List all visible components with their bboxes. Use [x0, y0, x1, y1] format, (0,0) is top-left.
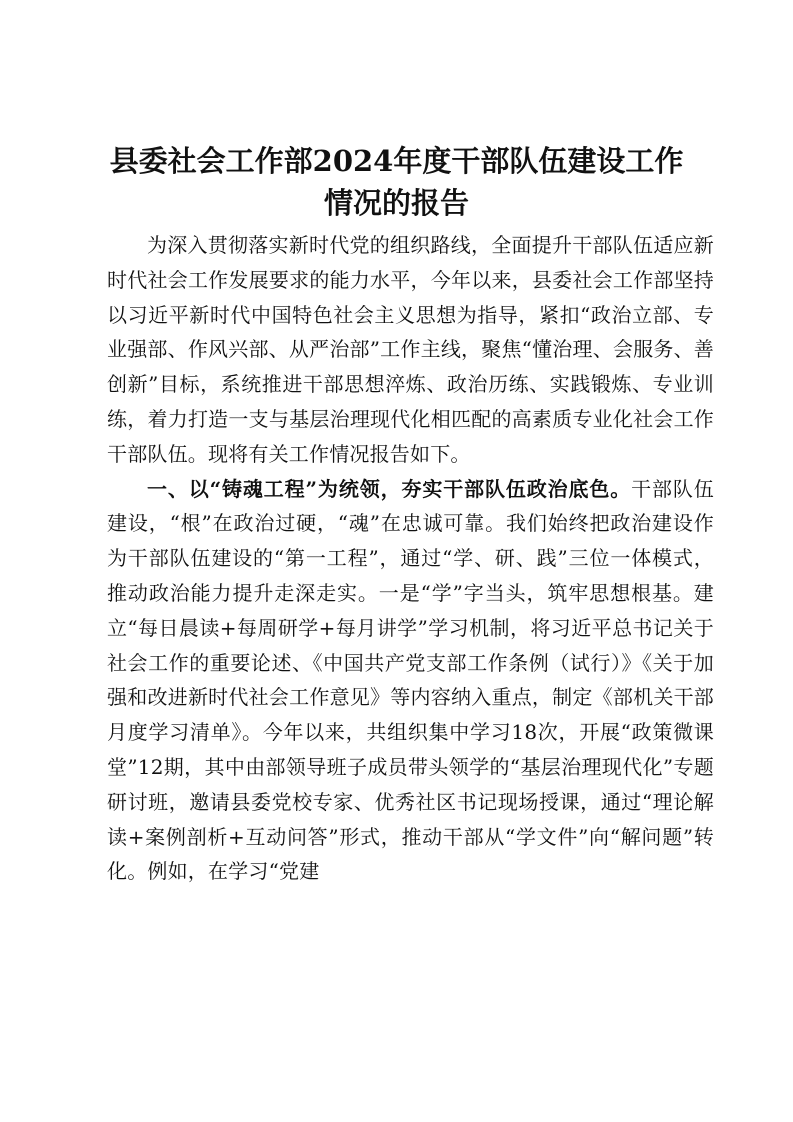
intro-paragraph [107, 228, 714, 472]
section-one-paragraph [107, 472, 714, 890]
title-line-1: 县委社会工作部2024年度干部队伍建设工作 [109, 144, 684, 178]
paragraph-text: 为深入贯彻落实新时代党的组织路线，全面提升干部队伍适应新时代社会工作发展要求的能力水平，今年以来，县委社会工作部坚持以习近平新时代中国特色社会主义思想为指导，紧扣“政治立部、专业强部、作风兴部、从严治部”工作主线，聚焦“懂治理、会服务、善创新”目标，系统推进干部思想淬炼、政治历练、实践锻炼、专业训练，着力打造一支与基层治理现代化相匹配的高素质专业化社会工作干部队伍。现将有关工作情况报告如下。 [107, 233, 714, 466]
document-title [80, 140, 713, 224]
paragraph-text: 干部队伍建设，“根”在政治过硬，“魂”在忠诚可靠。我们始终把政治建设作为干部队伍建设的“第一工程”，通过“学、研、践”三位一体模式，推动政治能力提升走深走实。一是“学”字当头，筑牢思想根基。建立“每日晨读+每周研学+每月讲学”学习机制，将习近平总书记关于社会工作的重要论述、《中国共产党支部工作条例（试行）》《关于加强和改进新时代社会工作意见》等内容纳入重点，制定《部机关干部月度学习清单》。今年以来，共组织集中学习18次，开展“政策微课堂”12期，其中由部领导班子成员带头领学的“基层治理现代化”专题研讨班，邀请县委党校专家、优秀社区书记现场授课，通过“理论解读+案例剖析+互动问答”形式，推动干部从“学文件”向“解问题”转化。例如，在学习“党建 [107, 476, 714, 884]
document-body [107, 228, 714, 889]
title-line-2: 情况的报告 [323, 186, 469, 220]
section-one-heading: 一、以“铸魂工程”为统领，夯实干部队伍政治底色。 [147, 476, 632, 501]
